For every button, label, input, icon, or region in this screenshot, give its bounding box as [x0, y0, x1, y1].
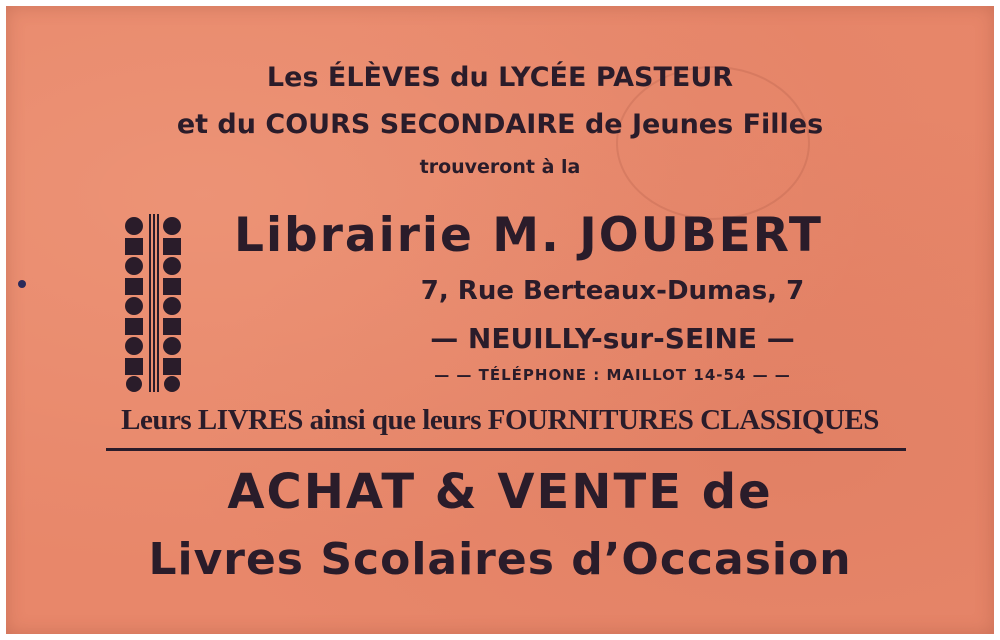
header-line-1: Les ÉLÈVES du LYCÉE PASTEUR: [266, 62, 734, 93]
shop-phone: — — TÉLÉPHONE : MAILLOT 14-54 — —: [434, 366, 791, 384]
supplies-line: Leurs LIVRES ainsi que leurs FOURNITURES CLASSIQUES: [121, 404, 879, 436]
shop-city: — NEUILLY-sur-SEINE —: [430, 322, 795, 355]
shop-address: 7, Rue Berteaux-Dumas, 7: [420, 276, 805, 306]
divider-rule: [106, 448, 906, 451]
subheadline: Livres Scolaires d’Occasion: [148, 534, 852, 585]
shop-name: Librairie M. JOUBERT: [234, 208, 823, 263]
header-line-3: trouveront à la: [419, 156, 581, 178]
headline: ACHAT & VENTE de: [227, 464, 773, 520]
header-line-2: et du COURS SECONDAIRE de Jeunes Filles: [176, 109, 824, 140]
advertisement-sheet: [6, 6, 994, 634]
